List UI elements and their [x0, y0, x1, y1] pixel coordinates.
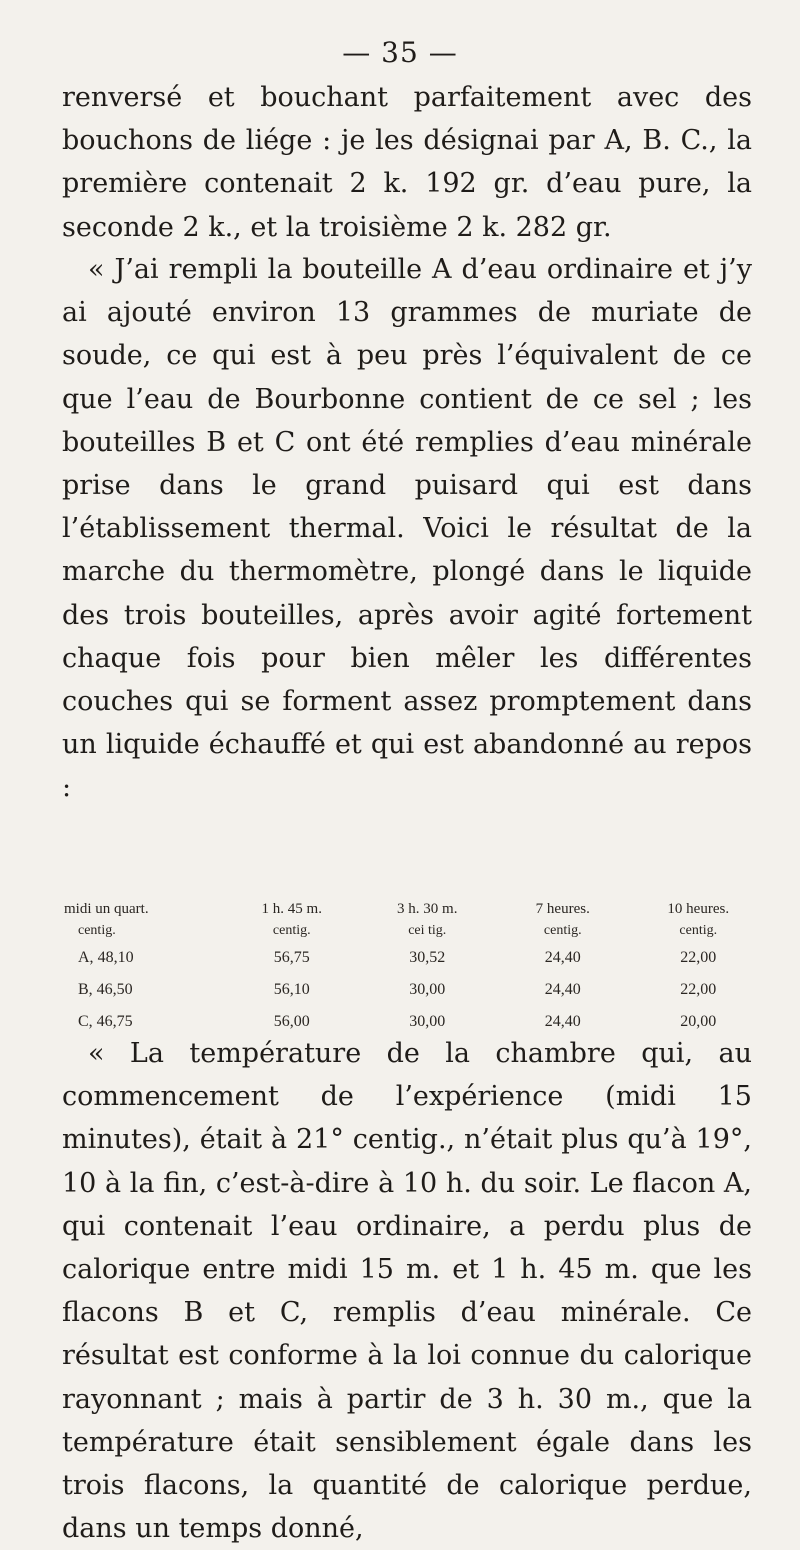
table-row-label	[64, 942, 224, 974]
table-unit-midi: centig.	[78, 923, 116, 938]
row-first-value: 46,50	[96, 981, 133, 998]
table-cell: 24,40	[544, 949, 581, 966]
table-cell: 30,00	[409, 981, 446, 998]
table-unit-10h: centig.	[679, 923, 718, 938]
paragraph-intro	[62, 76, 752, 249]
table-cell: 56,00	[273, 1013, 310, 1030]
table-cell: 24,40	[544, 981, 581, 998]
paragraph-intro-text: renversé et bouchant parfaitement avec des bouchons de liége : je les désignai par A, B. C., la première contenait 2 k. 192 gr. d’eau pure, la seconde 2 k., et la troisième 2 k. 282 gr.	[62, 82, 752, 243]
table-unit-row	[64, 920, 766, 942]
table-row-label	[64, 974, 224, 1006]
table-unit-1h45: centig.	[272, 923, 311, 938]
table-cell: 20,00	[680, 1013, 717, 1030]
row-first-value: 46,75	[96, 1013, 133, 1030]
paragraph-result-text: « La température de la chambre qui, au commencement de l’expérience (midi 15 minutes), était à 21° centig., n’était plus qu’à 19°, 10 à la fin, c’est-à-dire à 10 h. du soir. Le flacon A, qui contenait l’eau ordinaire, a perdu plus de calorique entre midi 15 m. et 1 h. 45 m. que les flacons B et C, remplis d’eau minérale. Ce résultat est conforme à la loi connue du calorique rayonnant ; mais à partir de 3 h. 30 m., que la température était sensiblement égale dans les trois flacons, la quantité de calorique perdue, dans un temps donné,	[62, 1038, 752, 1545]
paragraph-experiment	[62, 248, 752, 810]
table-header-10h: 10 heures.	[667, 900, 730, 917]
table-cell: 22,00	[680, 981, 717, 998]
table-cell: 30,52	[409, 949, 446, 966]
table-unit-3h30: cei tig.	[408, 923, 447, 938]
temperature-table	[64, 898, 766, 1038]
row-letter: B,	[78, 981, 93, 998]
table-header-1h45: 1 h. 45 m.	[261, 900, 322, 917]
row-first-value: 48,10	[97, 949, 134, 966]
page-number: — 35 —	[342, 36, 458, 69]
row-letter: C,	[78, 1013, 93, 1030]
table-cell: 30,00	[409, 1013, 446, 1030]
table-cell: 56,10	[273, 981, 310, 998]
table-header-7h: 7 heures.	[535, 900, 590, 917]
paragraph-result	[62, 1032, 752, 1550]
table-header-row	[64, 898, 766, 920]
table-cell: 22,00	[680, 949, 717, 966]
table-row-a	[64, 942, 766, 974]
table-cell: 56,75	[273, 949, 310, 966]
table-header-midi: midi un quart.	[64, 900, 149, 917]
table-header-3h30: 3 h. 30 m.	[397, 900, 458, 917]
table-row-b	[64, 974, 766, 1006]
table-unit-7h: centig.	[543, 923, 582, 938]
table-cell: 24,40	[544, 1013, 581, 1030]
temperature-table-grid	[64, 898, 766, 1038]
row-letter: A,	[78, 949, 94, 966]
paragraph-experiment-text: « J’ai rempli la bouteille A d’eau ordinaire et j’y ai ajouté environ 13 grammes de muriate de soude, ce qui est à peu près l’équivalent de ce que l’eau de Bourbonne contient de ce sel ; les bouteilles B et C ont été remplies d’eau minérale prise dans le grand puisard qui est dans l’établissement thermal. Voici le résultat de la marche du thermomètre, plongé dans le liquide des trois bouteilles, après avoir agité fortement chaque fois pour bien mêler les différentes couches qui se forment assez promptement dans un liquide échauffé et qui est abandonné au repos :	[62, 254, 752, 804]
